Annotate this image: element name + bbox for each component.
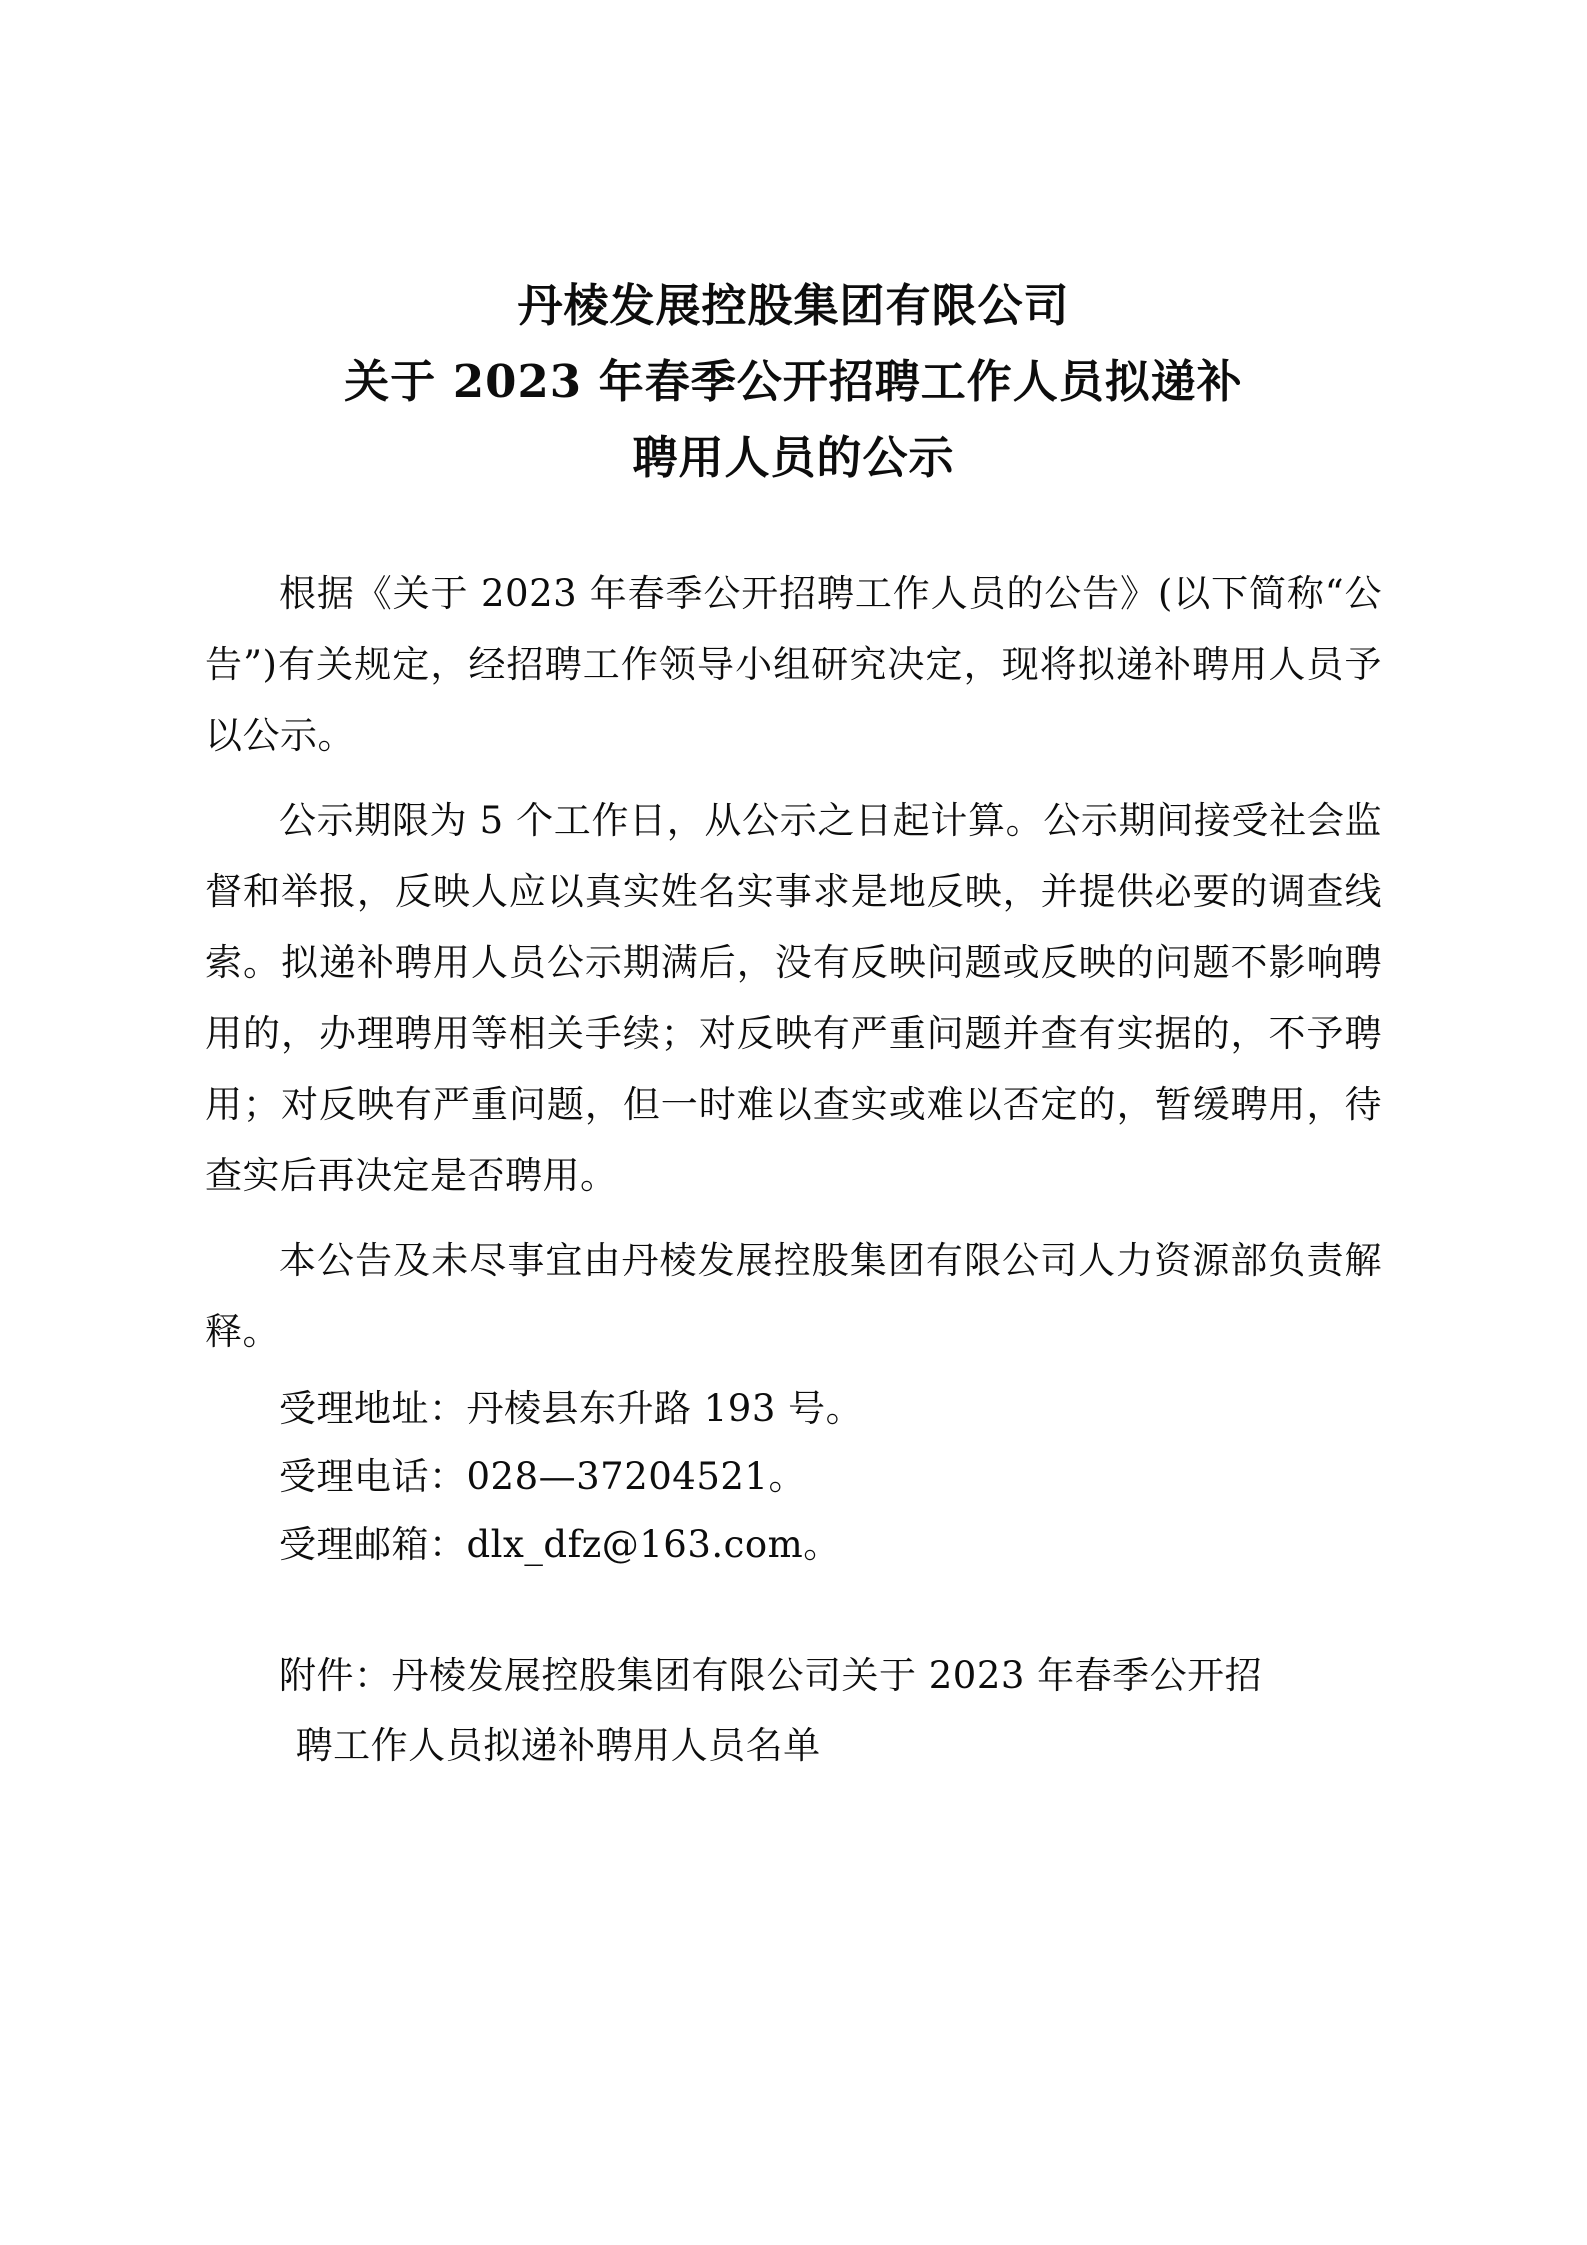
title-line-1: 丹棱发展控股集团有限公司 [517, 279, 1070, 332]
attachment-line-2: 聘工作人员拟递补聘用人员名单 [295, 1724, 821, 1767]
contact-phone: 受理电话：028—37204521。 [279, 1455, 806, 1498]
document-title [205, 0, 1382, 496]
contact-info [205, 1375, 1382, 1579]
attachment-line-1: 附件：丹棱发展控股集团有限公司关于 2023 年春季公开招 [279, 1654, 1263, 1697]
contact-address: 受理地址：丹棱县东升路 193 号。 [279, 1387, 864, 1430]
paragraph-interpretation: 本公告及未尽事宜由丹棱发展控股集团有限公司人力资源部负责解释。 [205, 1239, 1382, 1353]
paragraph-basis: 根据《关于 2023 年春季公开招聘工作人员的公告》(以下简称“公告”)有关规定，经招聘工作领导小组研究决定，现将拟递补聘用人员予以公示。 [205, 572, 1382, 757]
contact-email: 受理邮箱：dlx_dfz@163.com。 [279, 1523, 841, 1566]
paragraph-publicity-period: 公示期限为 5 个工作日，从公示之日起计算。公示期间接受社会监督和举报，反映人应以真实姓名实事求是地反映，并提供必要的调查线索。拟递补聘用人员公示期满后，没有反映问题或反映的问题不影响聘用的，办理聘用等相关手续；对反映有严重问题并查有实据的，不予聘用；对反映有严重问题，但一时难以查实或难以否定的，暂缓聘用，待查实后再决定是否聘用。 [205, 799, 1382, 1197]
attachment-section [205, 1641, 1382, 1781]
document-body [205, 558, 1382, 1367]
title-line-3: 聘用人员的公示 [632, 431, 955, 484]
title-line-2: 关于 2023 年春季公开招聘工作人员拟递补 [344, 355, 1243, 408]
